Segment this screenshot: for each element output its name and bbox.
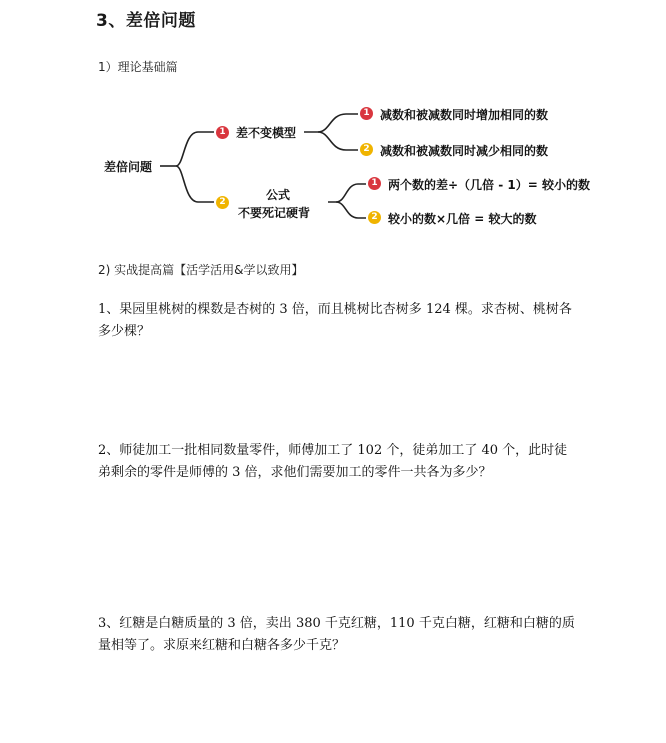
question-3: 3、红糖是白糖质量的 3 倍，卖出 380 千克红糖，110 千克白糖，红糖和白糖的质量相等了。求原来红糖和白糖各多少千克？ [98,616,575,653]
branch-2-to-child-2-line [336,202,366,218]
section-title: 3、差倍问题 [96,11,196,31]
root-to-branch-1-line [176,132,214,166]
mind-map-root: 差倍问题 [104,160,153,174]
branch-2-to-child-1-line [328,184,366,202]
question-1: 1、果园里桃树的棵数是杏树的 3 倍，而且桃树比杏树多 124 棵。求杏树、桃树各多少棵？ [98,302,572,339]
branch-1-child-1-text: 减数和被减数同时增加相同的数 [380,108,549,122]
root-to-branch-2-line [176,166,214,202]
practice-heading: 2) 实战提高篇【活学活用&学以致用】 [98,263,304,277]
branch-2-child-1-badge: 1 [368,177,381,190]
branch-1-to-child-2-line [318,132,358,150]
branch-2-label-line-1: 公式 [266,188,291,202]
branch-1-child-2-badge: 2 [360,143,373,156]
theory-heading: 1）理论基础篇 [98,60,178,74]
branch-1-number-badge: 1 [216,126,229,139]
branch-2-number-badge: 2 [216,196,229,209]
branch-1-label: 差不变模型 [236,126,297,140]
branch-1-child-2-text: 减数和被减数同时减少相同的数 [380,144,549,158]
mind-map [90,92,610,250]
branch-2-label-line-2: 不要死记硬背 [238,206,311,220]
branch-1-child-1-badge: 1 [360,107,373,120]
branch-2-child-2-badge: 2 [368,211,381,224]
branch-2-child-1-text: 两个数的差÷（几倍 - 1）= 较小的数 [388,178,590,192]
branch-2-child-2-text: 较小的数×几倍 = 较大的数 [388,212,537,226]
question-2: 2、师徒加工一批相同数量零件，师傅加工了 102 个，徒弟加工了 40 个，此时徒弟剩余的零件是师傅的 3 倍，求他们需要加工的零件一共各为多少？ [98,443,568,480]
branch-1-to-child-1-line [304,114,358,132]
